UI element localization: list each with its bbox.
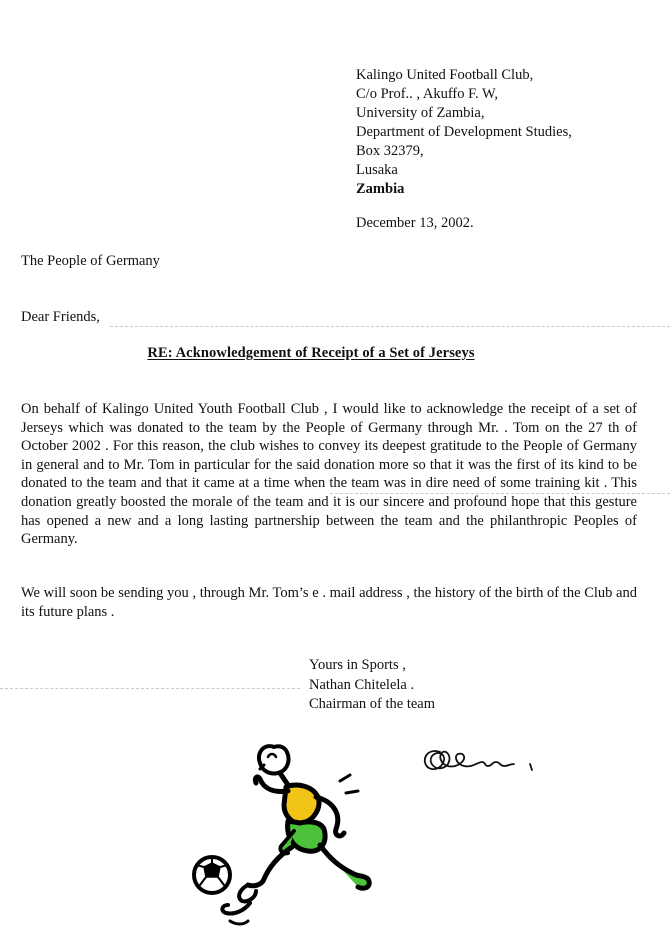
letter-date: December 13, 2002. (356, 215, 474, 231)
address-line: Kalingo United Football Club, (356, 67, 534, 83)
address-line: Box 32379, (356, 143, 424, 159)
address-line: Department of Development Studies, (356, 124, 572, 140)
scan-artifact-line (110, 326, 670, 327)
body-paragraph: On behalf of Kalingo United Youth Football Club , I would like to acknowledge the receipt of a set of Jerseys which was donated to the team by the People of Germany through Mr. . Tom on the 27 th of October 2002 . For this reason, the club wishes to convey its deepest gratitude to the People of Germany in general and to Mr. Tom in particular for the said donation more so that it was the first of its kind to be donated to the team and that it came at a time when the team was in dire need of some training kit . This donation greatly boosted the morale of the team and it is our sincere and profound hope that this gesture has opened a new and a long lasting partnership between the team and the philanthropic Peoples of Germany. (21, 401, 637, 548)
signatory-name: Nathan Chitelela . (309, 676, 415, 693)
closing-block (309, 656, 435, 715)
subject-line (0, 345, 672, 362)
body-paragraph: We will soon be sending you , through Mr. Tom’s e . mail address , the history of the birth of the Club and its future plans . (21, 585, 637, 620)
scan-artifact-line (0, 688, 300, 689)
signatory-title: Chairman of the team (309, 696, 436, 712)
address-country: Zambia (356, 181, 405, 197)
address-line: University of Zambia, (356, 105, 485, 121)
address-line: C/o Prof.. , Akuffo F. W, (356, 86, 498, 102)
running-footballer-icon (190, 735, 380, 935)
salutation: Dear Friends, (21, 309, 100, 325)
address-line: Lusaka (356, 162, 398, 178)
handwritten-signature-icon (418, 738, 548, 783)
recipient-line: The People of Germany (21, 253, 160, 269)
sender-address (356, 66, 656, 199)
closing-line: Yours in Sports , (309, 657, 406, 673)
subject-text: RE: Acknowledgement of Receipt of a Set of Jerseys (147, 345, 475, 361)
